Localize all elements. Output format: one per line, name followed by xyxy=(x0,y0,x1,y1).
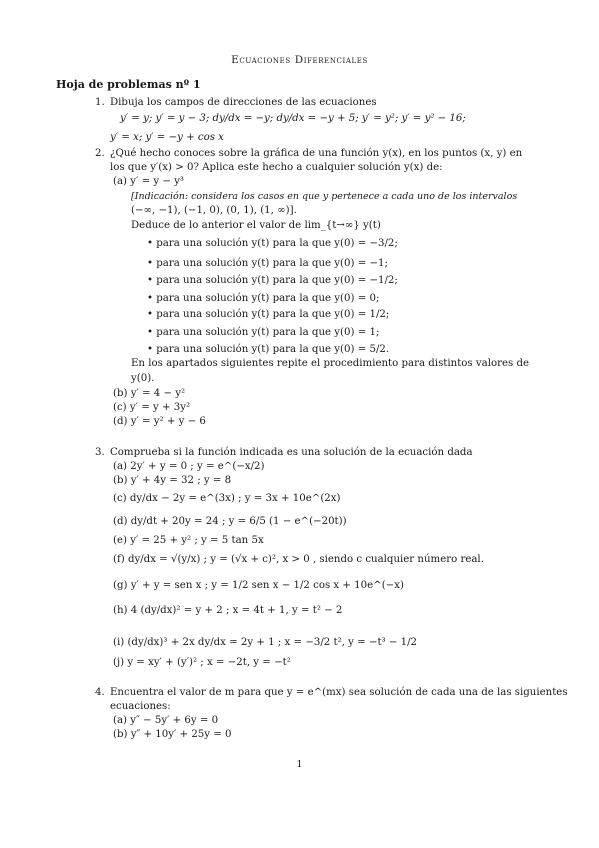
bullet-text: para una solución y(t) para la que y(0) = −1; xyxy=(156,258,388,269)
bullet-text: para una solución y(t) para la que y(0) = −3/2; xyxy=(156,238,398,249)
problem-4-text2: ecuaciones: xyxy=(110,701,171,712)
bullet-text: para una solución y(t) para la que y(0) = 1; xyxy=(156,327,380,338)
problem-2-item-b: (b) y′ = 4 − y² xyxy=(113,388,186,399)
page-title: Ecuaciones Diferenciales xyxy=(231,54,368,66)
problem-3-text: Comprueba si la función indicada es una solución de la ecuación dada xyxy=(110,447,473,458)
problem-2-repeat-line2: y(0). xyxy=(131,373,155,384)
bullet-item: • para una solución y(t) para la que y(0) = −1/2; xyxy=(147,275,398,286)
bullet-item: • para una solución y(t) para la que y(0) = −1; xyxy=(147,258,388,269)
bullet-text: para una solución y(t) para la que y(0) = −1/2; xyxy=(156,275,398,286)
problem-2-item-c: (c) y′ = y + 3y² xyxy=(113,402,191,413)
problem-2-deduce: Deduce de lo anterior el valor de lim_{t→∞} y(t) xyxy=(131,220,381,231)
problem-3-item: (j) y = xy′ + (y′)² ; x = −2t, y = −t² xyxy=(113,657,291,668)
problem-2-text1: ¿Qué hecho conoces sobre la gráfica de una función y(x), en los puntos (x, y) en xyxy=(110,148,523,159)
problem-4-item-a: (a) y″ − 5y′ + 6y = 0 xyxy=(113,715,219,726)
problem-1-equations-line2: y′ = x; y′ = −y + cos x xyxy=(110,132,224,143)
problem-1-equations-line1: y′ = y; y′ = y − 3; dy/dx = −y; dy/dx = −y + 5; y′ = y²; y′ = y² − 16; xyxy=(120,113,466,124)
bullet-text: para una solución y(t) para la que y(0) = 1/2; xyxy=(156,309,390,320)
bullet-text: para una solución y(t) para la que y(0) = 0; xyxy=(156,293,380,304)
problem-2-hint-line1: [Indicación: considera los casos en que y pertenece a cada uno de los intervalos xyxy=(131,191,518,202)
problem-3-item: (b) y′ + 4y = 32 ; y = 8 xyxy=(113,475,232,486)
bullet-item: • para una solución y(t) para la que y(0) = 5/2. xyxy=(147,344,390,355)
problem-2-number: 2. xyxy=(95,148,105,159)
problem-2-repeat-line1: En los apartados siguientes repite el procedimiento para distintos valores de xyxy=(131,358,530,369)
page-number: 1 xyxy=(296,759,303,770)
sheet-heading: Hoja de problemas nº 1 xyxy=(56,78,201,91)
bullet-item: • para una solución y(t) para la que y(0) = −3/2; xyxy=(147,238,398,249)
problem-3-item: (g) y′ + y = sen x ; y = 1/2 sen x − 1/2 cos x + 10e^(−x) xyxy=(113,580,404,591)
problem-3-item: (f) dy/dx = √(y/x) ; y = (√x + c)², x > 0 , siendo c cualquier número real. xyxy=(113,554,484,565)
problem-4-item-b: (b) y″ + 10y′ + 25y = 0 xyxy=(113,729,232,740)
problem-2-item-d: (d) y′ = y² + y − 6 xyxy=(113,416,206,427)
problem-4-number: 4. xyxy=(95,687,105,698)
problem-2-text2: los que y′(x) > 0? Aplica este hecho a cualquier solución y(x) de: xyxy=(110,162,443,173)
problem-3-item: (e) y′ = 25 + y² ; y = 5 tan 5x xyxy=(113,535,264,546)
problem-2-hint-line2: (−∞, −1), (−1, 0), (0, 1), (1, ∞)]. xyxy=(131,205,297,216)
problem-3-item: (h) 4 (dy/dx)² = y + 2 ; x = 4t + 1, y = t² − 2 xyxy=(113,605,343,616)
problem-1-number: 1. xyxy=(95,97,105,108)
problem-3-item: (i) (dy/dx)³ + 2x dy/dx = 2y + 1 ; x = −3/2 t², y = −t³ − 1/2 xyxy=(113,637,418,648)
bullet-item: • para una solución y(t) para la que y(0) = 1; xyxy=(147,327,380,338)
bullet-item: • para una solución y(t) para la que y(0) = 0; xyxy=(147,293,380,304)
problem-3-number: 3. xyxy=(95,447,105,458)
problem-1-text: Dibuja los campos de direcciones de las ecuaciones xyxy=(110,97,377,108)
problem-4-text1: Encuentra el valor de m para que y = e^(mx) sea solución de cada una de las siguientes xyxy=(110,687,568,698)
problem-3-item: (c) dy/dx − 2y = e^(3x) ; y = 3x + 10e^(2x) xyxy=(113,493,341,504)
problem-3-item: (a) 2y′ + y = 0 ; y = e^(−x/2) xyxy=(113,461,265,472)
problem-2-item-a: (a) y′ = y − y³ xyxy=(113,176,184,187)
bullet-item: • para una solución y(t) para la que y(0) = 1/2; xyxy=(147,309,390,320)
bullet-text: para una solución y(t) para la que y(0) = 5/2. xyxy=(156,344,390,355)
problem-3-item: (d) dy/dt + 20y = 24 ; y = 6/5 (1 − e^(−20t)) xyxy=(113,516,347,527)
